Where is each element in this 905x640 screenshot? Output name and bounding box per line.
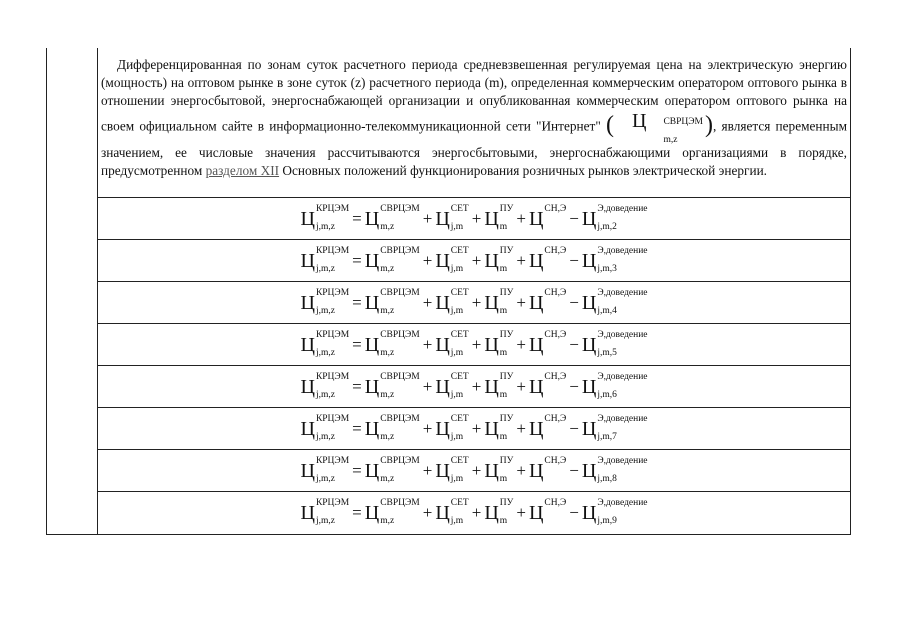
price-formula: Ц КРЦЭМ j,m,z = Ц СВРЦЭМ m,z + Ц СЕТ j,m + Ц ПУ m + Ц СН,Э − Ц Э,доведение j,m,4 [300,287,648,316]
price-formula: Ц КРЦЭМ j,m,z = Ц СВРЦЭМ m,z + Ц СЕТ j,m + Ц ПУ m + Ц СН,Э − Ц Э,доведение j,m,3 [300,245,648,274]
formula-term-1: Ц СВРЦЭМ m,z [364,455,420,484]
formula-term-5: Ц Э,доведение j,m,3 [581,245,648,274]
formula-lhs: Ц КРЦЭМ j,m,z [300,371,350,400]
table-border-left [46,48,47,535]
price-formula: Ц КРЦЭМ j,m,z = Ц СВРЦЭМ m,z + Ц СЕТ j,m + Ц ПУ m + Ц СН,Э − Ц Э,доведение j,m,5 [300,329,648,358]
formula-term-4: Ц СН,Э [528,455,567,482]
price-formula: Ц КРЦЭМ j,m,z = Ц СВРЦЭМ m,z + Ц СЕТ j,m + Ц ПУ m + Ц СН,Э − Ц Э,доведение j,m,2 [300,203,648,232]
formula-lhs: Ц КРЦЭМ j,m,z [300,455,350,484]
formula-term-1: Ц СВРЦЭМ m,z [364,371,420,400]
formula-term-5: Ц Э,доведение j,m,4 [581,287,648,316]
formula-term-3: Ц ПУ m [484,371,514,400]
formula-term-1: Ц СВРЦЭМ m,z [364,413,420,442]
inline-formula-sup: СВРЦЭМ [663,116,703,127]
row-divider [97,365,851,366]
formula-lhs: Ц КРЦЭМ j,m,z [300,287,350,316]
formula-term-5: Ц Э,доведение j,m,6 [581,371,648,400]
paragraph-text-cont: , является переменным значением, ее числовые значения рассчитываются энергосбытовыми, энергоснабжающими организациями в порядке, предусмотренном [101,118,847,178]
formula-term-2: Ц СЕТ j,m [435,203,469,232]
formula-term-4: Ц СН,Э [528,371,567,398]
paragraph-text-end: Основных положений функционирования розничных рынков электрической энергии. [279,162,768,178]
row-divider [97,281,851,282]
formula-term-3: Ц ПУ m [484,455,514,484]
price-formula: Ц КРЦЭМ j,m,z = Ц СВРЦЭМ m,z + Ц СЕТ j,m + Ц ПУ m + Ц СН,Э − Ц Э,доведение j,m,9 [300,497,648,526]
formula-term-3: Ц ПУ m [484,413,514,442]
formula-row [97,242,851,279]
formula-term-3: Ц ПУ m [484,203,514,232]
row-divider [97,449,851,450]
formula-term-2: Ц СЕТ j,m [435,287,469,316]
inline-formula: Ц СВРЦЭМ m,z [631,109,703,145]
formula-term-3: Ц ПУ m [484,497,514,526]
formula-lhs: Ц КРЦЭМ j,m,z [300,329,350,358]
formula-term-2: Ц СЕТ j,m [435,371,469,400]
formula-lhs: Ц КРЦЭМ j,m,z [300,497,350,526]
formula-term-4: Ц СН,Э [528,329,567,356]
formula-term-5: Ц Э,доведение j,m,5 [581,329,648,358]
formula-term-2: Ц СЕТ j,m [435,413,469,442]
formula-term-5: Ц Э,доведение j,m,9 [581,497,648,526]
row-divider [97,491,851,492]
price-formula: Ц КРЦЭМ j,m,z = Ц СВРЦЭМ m,z + Ц СЕТ j,m + Ц ПУ m + Ц СН,Э − Ц Э,доведение j,m,8 [300,455,648,484]
inline-formula-sub: m,z [663,134,678,145]
formula-term-4: Ц СН,Э [528,497,567,524]
formula-row [97,410,851,447]
formula-lhs: Ц КРЦЭМ j,m,z [300,413,350,442]
formula-term-2: Ц СЕТ j,m [435,497,469,526]
price-formula: Ц КРЦЭМ j,m,z = Ц СВРЦЭМ m,z + Ц СЕТ j,m + Ц ПУ m + Ц СН,Э − Ц Э,доведение j,m,7 [300,413,648,442]
formula-term-4: Ц СН,Э [528,287,567,314]
formula-row [97,284,851,321]
formula-term-1: Ц СВРЦЭМ m,z [364,245,420,274]
formula-term-4: Ц СН,Э [528,413,567,440]
formula-term-4: Ц СН,Э [528,245,567,272]
formula-term-1: Ц СВРЦЭМ m,z [364,497,420,526]
formula-term-4: Ц СН,Э [528,203,567,230]
formula-row [97,200,851,237]
table-border-bottom [46,534,851,535]
paragraph-text: Дифференцированная по зонам суток расчетного периода средневзвешенная регулируемая цена на электрическую энергию (мощность) на оптовом рынке в зоне суток (z) расчетного периода (m), определенная коммерческим оператором оптового рынка в отношении энергосбытовой, энергоснабжающей организации и опубликованная коммерческим оператором оптового рынка на своем официальном сайте в информационно-телекоммуникационной сети "Интернет" [101,57,847,134]
row-divider [97,407,851,408]
formula-row [97,368,851,405]
row-divider [97,323,851,324]
price-formula: Ц КРЦЭМ j,m,z = Ц СВРЦЭМ m,z + Ц СЕТ j,m + Ц ПУ m + Ц СН,Э − Ц Э,доведение j,m,6 [300,371,648,400]
formula-term-5: Ц Э,доведение j,m,8 [581,455,648,484]
formula-term-2: Ц СЕТ j,m [435,245,469,274]
section-link[interactable]: разделом XII [205,162,280,178]
formula-term-3: Ц ПУ m [484,287,514,316]
row-divider [97,239,851,240]
formula-row [97,452,851,489]
formula-term-2: Ц СЕТ j,m [435,329,469,358]
definition-paragraph [101,56,847,180]
formula-term-5: Ц Э,доведение j,m,7 [581,413,648,442]
open-paren: ( [605,112,614,138]
formula-row [97,494,851,531]
formula-row [97,326,851,363]
formula-term-5: Ц Э,доведение j,m,2 [581,203,648,232]
formula-term-3: Ц ПУ m [484,245,514,274]
formula-term-1: Ц СВРЦЭМ m,z [364,329,420,358]
formula-term-1: Ц СВРЦЭМ m,z [364,287,420,316]
close-paren: ) [704,112,713,138]
formula-term-2: Ц СЕТ j,m [435,455,469,484]
formula-lhs: Ц КРЦЭМ j,m,z [300,245,350,274]
formula-lhs: Ц КРЦЭМ j,m,z [300,203,350,232]
formula-term-3: Ц ПУ m [484,329,514,358]
row-divider [97,197,851,198]
formula-term-1: Ц СВРЦЭМ m,z [364,203,420,232]
